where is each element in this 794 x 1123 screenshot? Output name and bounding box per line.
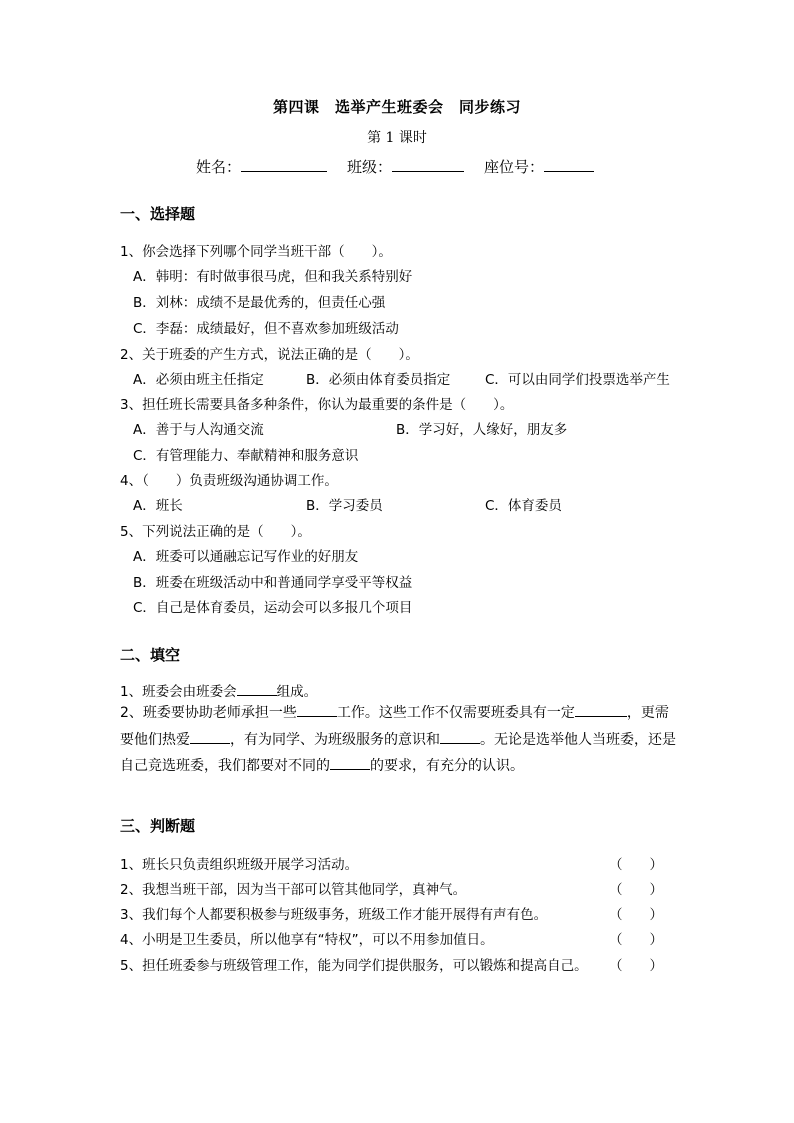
judge-answer-3[interactable]: （ ） <box>609 907 663 923</box>
question-2-option-b: B．必须由体育委员指定 <box>306 372 451 388</box>
seat-field[interactable] <box>544 157 594 172</box>
name-field[interactable] <box>241 157 327 172</box>
question-2-option-c: C．可以由同学们投票选举产生 <box>485 372 670 388</box>
page-title: 第四课 选举产生班委会 同步练习 <box>272 98 521 116</box>
section-fill-title: 二、填空 <box>120 646 181 664</box>
fill-2-text-c: ，更需要他们热爱 <box>120 705 669 748</box>
fill-2-text-e: 。无论是选举他人当班委，还是自己竞选班委，我们都要对不同的 <box>120 731 676 774</box>
question-5: 5、下列说法正确的是（ ）。 <box>120 524 311 540</box>
fill-question-2 <box>120 700 676 780</box>
question-3: 3、担任班长需要具备多种条件，你认为最重要的条件是（ ）。 <box>120 397 514 413</box>
section-choice-title: 一、选择题 <box>120 205 196 223</box>
judge-item-1: 1、班长只负责组织班级开展学习活动。 <box>120 857 359 873</box>
judge-item-3: 3、我们每个人都要积极参与班级事务，班级工作才能开展得有声有色。 <box>120 907 548 923</box>
fill-2-text-a: 2、班委要协助老师承担一些 <box>120 705 297 721</box>
judge-item-5: 5、担任班委参与班级管理工作，能为同学们提供服务，可以锻炼和提高自己。 <box>120 958 588 974</box>
fill-2-text-d: ，有为同学、为班级服务的意识和 <box>230 731 440 748</box>
question-2: 2、关于班委的产生方式，说法正确的是（ ）。 <box>120 347 419 363</box>
question-4-option-c: C．体育委员 <box>485 498 562 514</box>
question-3-option-b: B．学习好，人缘好，朋友多 <box>396 422 568 438</box>
fill-2-text-f: 的要求，有充分的认识。 <box>370 758 524 774</box>
fill-2-blank-1[interactable] <box>297 703 337 717</box>
question-5-option-b: B．班委在班级活动中和普通同学享受平等权益 <box>133 575 413 591</box>
judge-answer-4[interactable]: （ ） <box>609 932 663 948</box>
question-4-option-b: B．学习委员 <box>306 498 383 514</box>
question-3-option-a: A．善于与人沟通交流 <box>133 422 264 438</box>
judge-answer-2[interactable]: （ ） <box>609 882 663 898</box>
question-4-option-a: A．班长 <box>133 498 183 514</box>
question-5-option-a: A．班委可以通融忘记写作业的好朋友 <box>133 549 359 565</box>
fill-2-blank-5[interactable] <box>330 756 370 770</box>
question-1-option-a: A．韩明：有时做事很马虎，但和我关系特别好 <box>133 269 413 285</box>
judge-answer-1[interactable]: （ ） <box>609 857 663 873</box>
question-5-option-c: C．自己是体育委员，运动会可以多报几个项目 <box>133 600 413 616</box>
class-field[interactable] <box>392 157 464 172</box>
fill-1-text-a: 1、班委会由班委会 <box>120 684 237 700</box>
fill-2-text-b: 工作。这些工作不仅需要班委具有一定 <box>336 705 575 721</box>
question-4: 4、（ ）负责班级沟通协调工作。 <box>120 473 338 489</box>
class-label: 班级： <box>347 158 393 176</box>
question-1-option-b: B．刘林：成绩不是最优秀的，但责任心强 <box>133 295 386 311</box>
judge-item-4: 4、小明是卫生委员，所以他享有“特权”，可以不用参加值日。 <box>120 932 494 948</box>
student-info-row <box>196 156 594 177</box>
name-label: 姓名： <box>196 158 242 176</box>
question-2-option-a: A．必须由班主任指定 <box>133 372 264 388</box>
fill-question-1 <box>120 680 317 700</box>
fill-2-blank-2[interactable] <box>575 703 627 717</box>
question-1-option-c: C．李磊：成绩最好，但不喜欢参加班级活动 <box>133 321 399 337</box>
question-1: 1、你会选择下列哪个同学当班干部（ ）。 <box>120 244 392 260</box>
fill-1-text-b: 组成。 <box>276 684 318 700</box>
judge-answer-5[interactable]: （ ） <box>609 958 663 974</box>
page-subtitle: 第 1 课时 <box>367 130 427 146</box>
seat-label: 座位号： <box>484 158 545 176</box>
fill-2-blank-3[interactable] <box>190 730 230 744</box>
section-judge-title: 三、判断题 <box>120 817 196 835</box>
question-3-option-c: C．有管理能力、奉献精神和服务意识 <box>133 448 359 464</box>
fill-1-blank[interactable] <box>237 682 277 696</box>
fill-2-blank-4[interactable] <box>440 730 480 744</box>
judge-item-2: 2、我想当班干部，因为当干部可以管其他同学，真神气。 <box>120 882 467 898</box>
